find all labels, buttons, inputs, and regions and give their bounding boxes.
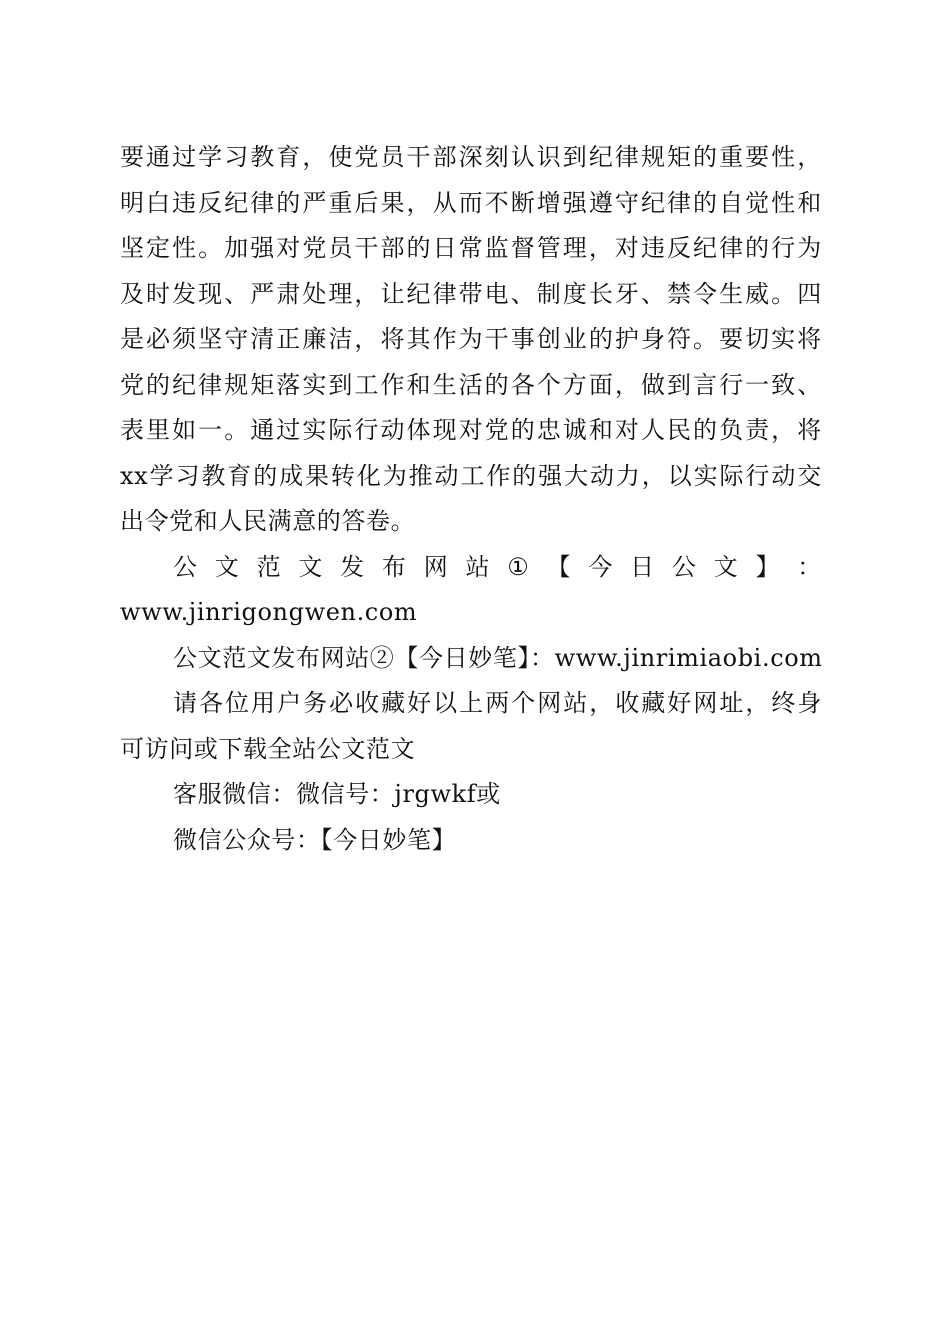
document-page (120, 135, 822, 863)
notice-line-2: 可访问或下载全站公文范文 (120, 734, 416, 763)
site1-char: 站 (465, 552, 491, 581)
body-line-3: 坚 定 性 。 加 强 对 党 员 干 部 的 日 常 监 督 管 理 ， 对 违 反 纪 律 的 行 为 (120, 234, 822, 262)
site1-char: 发 (340, 552, 365, 581)
body-line-5: 是 必 须 坚 守 清 正 廉 洁 ， 将 其 作 为 干 事 创 业 的 护 身 符 。 要 切 实 将 (120, 325, 822, 353)
site1-char: 今 (588, 552, 613, 581)
body-line-1: 要 通 过 学 习 教 育 ， 使 党 员 干 部 深 刻 认 识 到 纪 律 规 矩 的 重 要 性 ， (120, 143, 822, 171)
site1-char: 文 (713, 552, 739, 581)
site1-char: 】 (755, 552, 781, 581)
body-line-8: xx 学 习 教 育 的 成 果 转 化 为 推 动 工 作 的 强 大 动 力 ， 以 实 际 行 动 交 (120, 461, 822, 490)
site1-char: 文 (214, 552, 240, 581)
site1-char: 布 (381, 552, 407, 581)
customer-service-wechat: 客服微信：微信号：jrgwkf或 (173, 780, 501, 808)
body-line-6: 党 的 纪 律 规 矩 落 实 到 工 作 和 生 活 的 各 个 方 面 ， 做 到 言 行 一 致 、 (120, 370, 822, 399)
public-account: 微信公众号：【今日妙笔】 (173, 825, 457, 854)
body-line-4: 及 时 发 现 、 严 肃 处 理 ， 让 纪 律 带 电 、 制 度 长 牙 、 禁 令 生 威 。 四 (120, 279, 822, 308)
site1-char: 文 (298, 552, 323, 581)
site2-line[interactable]: 公文范文发布网站②【今日妙笔】：www.jinrimiaobi.com (173, 643, 823, 672)
body-line-7: 表 里 如 一 。 通 过 实 际 行 动 体 现 对 党 的 忠 诚 和 对 人 民 的 负 责 ， 将 (120, 416, 822, 444)
site1-char: 日 (630, 552, 655, 581)
site1-char: ① (507, 552, 530, 581)
notice-line-1: 请 各 位 用 户 务 必 收 藏 好 以 上 两 个 网 站 ， 收 藏 好 网 址 ， 终 身 (173, 689, 822, 717)
site1-char: 网 (423, 552, 449, 581)
site1-char: 公 (671, 552, 697, 581)
body-line-9: 出令党和人民满意的答卷。 (120, 507, 416, 535)
site1-char: 范 (256, 552, 282, 581)
site1-char: 公 (173, 552, 198, 581)
site1-url[interactable]: www.jinrigongwen.com (120, 598, 418, 626)
site1-char: 【 (546, 552, 572, 581)
body-line-2: 明 白 违 反 纪 律 的 严 重 后 果 ， 从 而 不 断 增 强 遵 守 纪 律 的 自 觉 性 和 (120, 188, 822, 217)
site1-heading (120, 545, 822, 591)
site1-char: ： (797, 552, 822, 581)
